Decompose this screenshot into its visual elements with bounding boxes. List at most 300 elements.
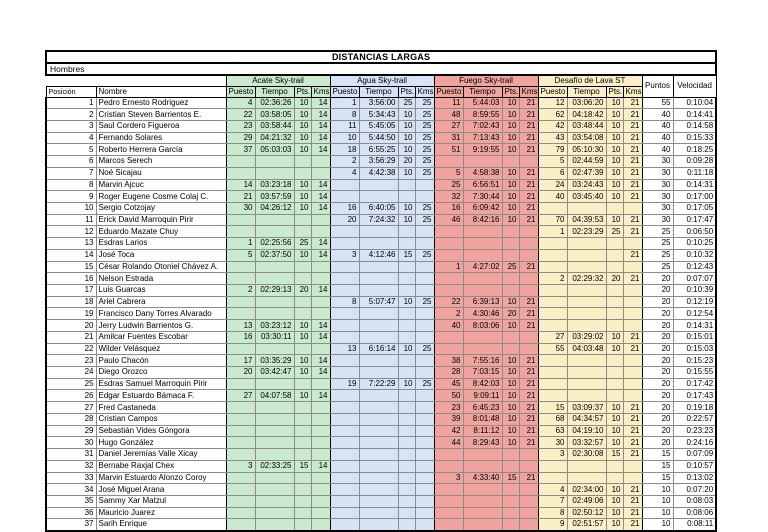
cell-race3-puesto: 44 (434, 437, 463, 449)
race-subheader-puesto: Puesto (434, 86, 463, 97)
cell-race3-kms: 21 (519, 425, 538, 437)
cell-race3-puesto: 25 (434, 179, 463, 191)
cell-race1-pts (294, 167, 311, 179)
cell-race3-puesto (434, 226, 463, 238)
cell-race3-kms: 21 (519, 355, 538, 367)
cell-race4-tiempo: 04:19:10 (567, 425, 606, 437)
cell-speed: 0:17:05 (673, 202, 716, 214)
cell-race3-puesto (434, 495, 463, 507)
cell-race3-pts: 10 (502, 425, 519, 437)
cell-race3-tiempo (463, 226, 502, 238)
cell-race4-tiempo: 03:29:02 (567, 331, 606, 343)
cell-race3-kms: 21 (519, 367, 538, 379)
cell-race4-puesto: 7 (538, 495, 567, 507)
cell-name: Erick David Marroquin Pirir (96, 214, 226, 226)
cell-race4-pts (606, 285, 623, 297)
table-row (46, 109, 716, 121)
cell-race3-kms: 21 (519, 402, 538, 414)
cell-speed: 0:22:57 (673, 413, 716, 425)
cell-points: 20 (642, 320, 673, 332)
cell-race1-kms (311, 156, 330, 168)
cell-name: Jerry Ludwin Barrientos G. (96, 320, 226, 332)
cell-name: Esdras Larios (96, 238, 226, 250)
cell-race4-tiempo: 03:06:20 (567, 97, 606, 109)
cell-race2-puesto (330, 460, 359, 472)
cell-race1-puesto: 5 (226, 249, 255, 261)
cell-race2-tiempo (359, 331, 398, 343)
table-row (46, 507, 716, 519)
table-row (46, 308, 716, 320)
cell-race3-kms: 21 (519, 191, 538, 203)
cell-position: 13 (46, 238, 96, 250)
race-subheader-kms: Kms (415, 86, 434, 97)
cell-race4-kms: 21 (623, 449, 642, 461)
cell-race3-pts: 10 (502, 367, 519, 379)
cell-race1-puesto (226, 296, 255, 308)
cell-race4-puesto: 62 (538, 109, 567, 121)
cell-race3-tiempo: 6:39:13 (463, 296, 502, 308)
cell-race3-tiempo: 4:30:46 (463, 308, 502, 320)
cell-race2-tiempo: 6:16:14 (359, 343, 398, 355)
cell-race2-kms (415, 308, 434, 320)
cell-race3-puesto: 3 (434, 472, 463, 484)
cell-race1-kms: 14 (311, 109, 330, 121)
cell-race3-pts: 10 (502, 320, 519, 332)
cell-race4-puesto: 42 (538, 120, 567, 132)
cell-race3-kms: 21 (519, 296, 538, 308)
cell-race3-puesto (434, 156, 463, 168)
cell-race1-tiempo (255, 425, 294, 437)
cell-race3-kms (519, 226, 538, 238)
table-row (46, 214, 716, 226)
cell-name: Fernando Solares (96, 132, 226, 144)
cell-race2-tiempo (359, 191, 398, 203)
cell-race3-kms (519, 156, 538, 168)
cell-race3-puesto (434, 460, 463, 472)
cell-race1-puesto: 30 (226, 202, 255, 214)
cell-race3-puesto (434, 249, 463, 261)
cell-points: 20 (642, 425, 673, 437)
cell-race3-puesto (434, 285, 463, 297)
cell-race4-kms (623, 238, 642, 250)
cell-race1-pts: 10 (294, 367, 311, 379)
cell-race3-puesto: 50 (434, 390, 463, 402)
cell-race2-puesto: 19 (330, 378, 359, 390)
table-row (46, 437, 716, 449)
cell-race1-pts (294, 495, 311, 507)
cell-name: Amilcar Fuentes Escobar (96, 331, 226, 343)
cell-race1-pts (294, 156, 311, 168)
cell-race1-pts: 10 (294, 144, 311, 156)
cell-name: Wilder Velásquez (96, 343, 226, 355)
cell-points: 20 (642, 355, 673, 367)
cell-race4-kms: 21 (623, 331, 642, 343)
cell-race3-tiempo: 8:01:48 (463, 413, 502, 425)
column-header-row (46, 86, 716, 97)
cell-race3-kms (519, 507, 538, 519)
cell-race2-kms: 25 (415, 296, 434, 308)
cell-race2-kms (415, 425, 434, 437)
cell-points: 40 (642, 120, 673, 132)
cell-race4-tiempo: 03:24:43 (567, 179, 606, 191)
cell-race4-puesto (538, 472, 567, 484)
cell-race2-tiempo (359, 460, 398, 472)
cell-race2-puesto (330, 484, 359, 496)
cell-race3-kms: 21 (519, 378, 538, 390)
cell-race1-kms: 14 (311, 331, 330, 343)
cell-race4-puesto: 68 (538, 413, 567, 425)
cell-race1-puesto (226, 402, 255, 414)
cell-speed: 0:17:47 (673, 214, 716, 226)
cell-race2-pts (398, 519, 415, 531)
cell-speed: 0:06:50 (673, 226, 716, 238)
cell-race2-tiempo: 7:24:32 (359, 214, 398, 226)
cell-points: 30 (642, 179, 673, 191)
cell-race4-pts: 10 (606, 425, 623, 437)
cell-name: Daniel Jeremías Valle Xicay (96, 449, 226, 461)
cell-race2-tiempo: 4:12:46 (359, 249, 398, 261)
table-row (46, 179, 716, 191)
cell-race1-kms: 14 (311, 179, 330, 191)
cell-race3-tiempo: 7:13:43 (463, 132, 502, 144)
cell-race3-puesto: 48 (434, 109, 463, 121)
cell-race4-tiempo: 04:34:57 (567, 413, 606, 425)
cell-race1-puesto (226, 449, 255, 461)
cell-race2-puesto (330, 495, 359, 507)
cell-race1-pts: 10 (294, 120, 311, 132)
cell-race2-puesto (330, 320, 359, 332)
table-row (46, 120, 716, 132)
cell-speed: 0:07:20 (673, 484, 716, 496)
cell-position: 5 (46, 144, 96, 156)
cell-race1-kms (311, 273, 330, 285)
cell-race2-kms: 25 (415, 120, 434, 132)
cell-race3-tiempo: 8:59:55 (463, 109, 502, 121)
cell-race3-pts: 10 (502, 179, 519, 191)
table-row (46, 425, 716, 437)
cell-race4-puesto: 30 (538, 437, 567, 449)
cell-race1-pts (294, 226, 311, 238)
cell-race3-tiempo: 9:09:11 (463, 390, 502, 402)
cell-race4-pts (606, 460, 623, 472)
cell-race1-kms (311, 507, 330, 519)
cell-name: Saul Cordero Figueroa (96, 120, 226, 132)
cell-race4-puesto: 70 (538, 214, 567, 226)
cell-race1-puesto: 16 (226, 331, 255, 343)
cell-race1-tiempo (255, 296, 294, 308)
cell-name: Hugo González (96, 437, 226, 449)
name-column-header: Nombre (96, 86, 226, 97)
cell-race1-tiempo (255, 214, 294, 226)
cell-race4-kms: 21 (623, 413, 642, 425)
table-row (46, 378, 716, 390)
cell-position: 9 (46, 191, 96, 203)
cell-points: 20 (642, 367, 673, 379)
race-subheader-pts: Pts. (398, 86, 415, 97)
cell-speed: 0:08:06 (673, 507, 716, 519)
cell-race2-tiempo: 6:55:25 (359, 144, 398, 156)
cell-name: Eduardo Mazate Chuy (96, 226, 226, 238)
cell-race2-tiempo: 5:07:47 (359, 296, 398, 308)
table-row (46, 238, 716, 250)
cell-race1-pts (294, 296, 311, 308)
cell-race1-kms: 14 (311, 355, 330, 367)
cell-race1-puesto: 20 (226, 367, 255, 379)
cell-points: 20 (642, 308, 673, 320)
cell-race1-puesto: 23 (226, 120, 255, 132)
cell-race4-kms (623, 296, 642, 308)
cell-race2-tiempo (359, 402, 398, 414)
cell-race3-puesto: 39 (434, 413, 463, 425)
cell-race3-puesto (434, 331, 463, 343)
cell-race2-puesto (330, 331, 359, 343)
cell-race4-pts: 10 (606, 167, 623, 179)
cell-race1-kms (311, 449, 330, 461)
cell-race4-tiempo (567, 261, 606, 273)
cell-race4-puesto (538, 378, 567, 390)
cell-race1-puesto (226, 156, 255, 168)
cell-race2-puesto: 20 (330, 214, 359, 226)
cell-race2-tiempo (359, 320, 398, 332)
cell-race2-puesto: 18 (330, 144, 359, 156)
cell-race1-pts: 20 (294, 285, 311, 297)
table-row (46, 331, 716, 343)
cell-position: 35 (46, 495, 96, 507)
cell-race1-puesto: 1 (226, 238, 255, 250)
cell-race2-puesto (330, 273, 359, 285)
cell-position: 12 (46, 226, 96, 238)
cell-race1-tiempo: 04:26:12 (255, 202, 294, 214)
cell-race1-kms (311, 484, 330, 496)
cell-race4-puesto (538, 296, 567, 308)
cell-name: Luis Guarcas (96, 285, 226, 297)
race-subheader-pts: Pts. (502, 86, 519, 97)
cell-race4-puesto (538, 249, 567, 261)
cell-speed: 0:17:00 (673, 191, 716, 203)
cell-race4-pts (606, 308, 623, 320)
cell-race4-puesto: 43 (538, 132, 567, 144)
cell-race1-tiempo (255, 378, 294, 390)
cell-race2-puesto (330, 507, 359, 519)
cell-race1-puesto: 4 (226, 97, 255, 109)
cell-race1-pts: 10 (294, 109, 311, 121)
cell-race1-pts (294, 437, 311, 449)
cell-race4-kms: 21 (623, 507, 642, 519)
race-group-header-3: Fuego Sky-trail (434, 75, 538, 86)
cell-race2-puesto (330, 425, 359, 437)
cell-race3-puesto: 38 (434, 355, 463, 367)
cell-race3-kms: 21 (519, 179, 538, 191)
race-group-header-row (46, 75, 716, 86)
cell-race4-kms (623, 261, 642, 273)
cell-race1-tiempo: 03:23:12 (255, 320, 294, 332)
cell-race4-pts: 10 (606, 484, 623, 496)
cell-race2-pts: 10 (398, 202, 415, 214)
cell-position: 29 (46, 425, 96, 437)
cell-race3-kms (519, 249, 538, 261)
cell-race3-pts: 10 (502, 437, 519, 449)
cell-points: 20 (642, 437, 673, 449)
cell-race3-pts: 25 (502, 261, 519, 273)
speed-column-header: Velocidad (673, 75, 716, 97)
cell-speed: 0:23:23 (673, 425, 716, 437)
cell-race4-tiempo: 02:51:57 (567, 519, 606, 531)
cell-race1-pts (294, 378, 311, 390)
cell-name: Marvin Estuardo Alonzo Coroy (96, 472, 226, 484)
table-row (46, 285, 716, 297)
race-group-header-1: Acate Sky-trail (226, 75, 330, 86)
cell-race1-tiempo (255, 437, 294, 449)
cell-race4-tiempo (567, 238, 606, 250)
cell-race1-kms: 14 (311, 238, 330, 250)
cell-race3-kms (519, 519, 538, 531)
cell-name: José Miguel Arana (96, 484, 226, 496)
cell-race1-kms (311, 402, 330, 414)
cell-race3-tiempo: 4:27:02 (463, 261, 502, 273)
cell-race3-puesto (434, 519, 463, 531)
race-subheader-tiempo: Tiempo (359, 86, 398, 97)
cell-race3-puesto: 11 (434, 97, 463, 109)
cell-race3-puesto: 46 (434, 214, 463, 226)
cell-race4-tiempo (567, 320, 606, 332)
cell-race3-puesto: 2 (434, 308, 463, 320)
cell-race4-puesto (538, 367, 567, 379)
cell-race4-kms: 21 (623, 191, 642, 203)
cell-race1-tiempo: 03:58:05 (255, 109, 294, 121)
cell-name: Paulo Chacón (96, 355, 226, 367)
cell-race1-tiempo (255, 413, 294, 425)
cell-speed: 0:24:16 (673, 437, 716, 449)
cell-race2-tiempo (359, 472, 398, 484)
cell-race2-pts (398, 261, 415, 273)
cell-race2-pts: 10 (398, 109, 415, 121)
cell-race2-kms (415, 484, 434, 496)
cell-race1-pts: 10 (294, 355, 311, 367)
cell-speed: 0:18:25 (673, 144, 716, 156)
cell-points: 40 (642, 144, 673, 156)
cell-speed: 0:12:43 (673, 261, 716, 273)
cell-race4-kms (623, 460, 642, 472)
cell-race1-puesto (226, 507, 255, 519)
category-row (46, 63, 716, 75)
cell-race4-tiempo: 04:18:42 (567, 109, 606, 121)
cell-race1-puesto (226, 484, 255, 496)
cell-position: 25 (46, 378, 96, 390)
table-row (46, 97, 716, 109)
cell-race2-tiempo (359, 238, 398, 250)
cell-race1-tiempo: 02:36:26 (255, 97, 294, 109)
cell-race3-puesto: 16 (434, 202, 463, 214)
table-row (46, 449, 716, 461)
cell-race1-tiempo: 04:21:32 (255, 132, 294, 144)
cell-race1-tiempo: 03:30:11 (255, 331, 294, 343)
cell-race4-tiempo: 03:32:57 (567, 437, 606, 449)
cell-points: 10 (642, 484, 673, 496)
cell-race1-kms: 14 (311, 367, 330, 379)
cell-race3-puesto: 5 (434, 167, 463, 179)
cell-race3-tiempo: 7:02:43 (463, 120, 502, 132)
cell-race2-tiempo (359, 437, 398, 449)
cell-race3-pts (502, 238, 519, 250)
cell-position: 20 (46, 320, 96, 332)
race-subheader-kms: Kms (519, 86, 538, 97)
cell-race1-puesto (226, 425, 255, 437)
cell-position: 16 (46, 273, 96, 285)
cell-name: Fred Castaneda (96, 402, 226, 414)
cell-position: 28 (46, 413, 96, 425)
cell-name: Bernabe Raxjal Chex (96, 460, 226, 472)
table-row (46, 226, 716, 238)
cell-speed: 0:10:25 (673, 238, 716, 250)
cell-race3-tiempo (463, 449, 502, 461)
cell-race3-kms: 21 (519, 413, 538, 425)
cell-race1-tiempo (255, 472, 294, 484)
cell-race1-puesto (226, 308, 255, 320)
cell-race1-kms (311, 261, 330, 273)
cell-points: 20 (642, 285, 673, 297)
cell-race2-pts (398, 460, 415, 472)
cell-position: 7 (46, 167, 96, 179)
cell-race3-pts (502, 226, 519, 238)
title-row (46, 51, 716, 63)
cell-speed: 0:19:18 (673, 402, 716, 414)
cell-race1-tiempo (255, 519, 294, 531)
cell-speed: 0:15:33 (673, 132, 716, 144)
cell-race1-tiempo: 02:25:56 (255, 238, 294, 250)
cell-race1-tiempo (255, 343, 294, 355)
cell-race4-kms: 21 (623, 144, 642, 156)
cell-race1-tiempo: 03:57:59 (255, 191, 294, 203)
cell-race3-puesto (434, 449, 463, 461)
cell-race3-kms (519, 460, 538, 472)
cell-race3-tiempo (463, 273, 502, 285)
cell-race4-tiempo: 03:48:44 (567, 120, 606, 132)
cell-race1-kms: 14 (311, 460, 330, 472)
cell-race2-kms (415, 261, 434, 273)
cell-race2-puesto: 11 (330, 120, 359, 132)
cell-race1-kms (311, 214, 330, 226)
cell-race4-kms (623, 472, 642, 484)
cell-race1-tiempo: 02:29:13 (255, 285, 294, 297)
cell-points: 40 (642, 132, 673, 144)
cell-race4-tiempo (567, 367, 606, 379)
cell-race3-kms (519, 484, 538, 496)
cell-race3-puesto (434, 273, 463, 285)
cell-points: 20 (642, 273, 673, 285)
cell-race2-puesto (330, 413, 359, 425)
cell-race3-puesto: 23 (434, 402, 463, 414)
cell-name: Marvin Ajcuc (96, 179, 226, 191)
cell-race1-pts (294, 449, 311, 461)
cell-race2-pts: 10 (398, 132, 415, 144)
cell-race2-kms (415, 331, 434, 343)
cell-position: 22 (46, 343, 96, 355)
table-row (46, 202, 716, 214)
cell-race4-kms: 21 (623, 214, 642, 226)
cell-position: 10 (46, 202, 96, 214)
cell-race1-pts (294, 425, 311, 437)
cell-race3-tiempo: 5:44:03 (463, 97, 502, 109)
cell-race2-pts (398, 238, 415, 250)
cell-race4-kms: 21 (623, 156, 642, 168)
cell-race3-tiempo: 8:29:43 (463, 437, 502, 449)
cell-race2-pts (398, 402, 415, 414)
cell-race4-tiempo: 02:49:06 (567, 495, 606, 507)
cell-speed: 0:10:04 (673, 97, 716, 109)
cell-name: Sergio Cotzojay (96, 202, 226, 214)
cell-race2-puesto: 10 (330, 132, 359, 144)
cell-race2-puesto (330, 179, 359, 191)
